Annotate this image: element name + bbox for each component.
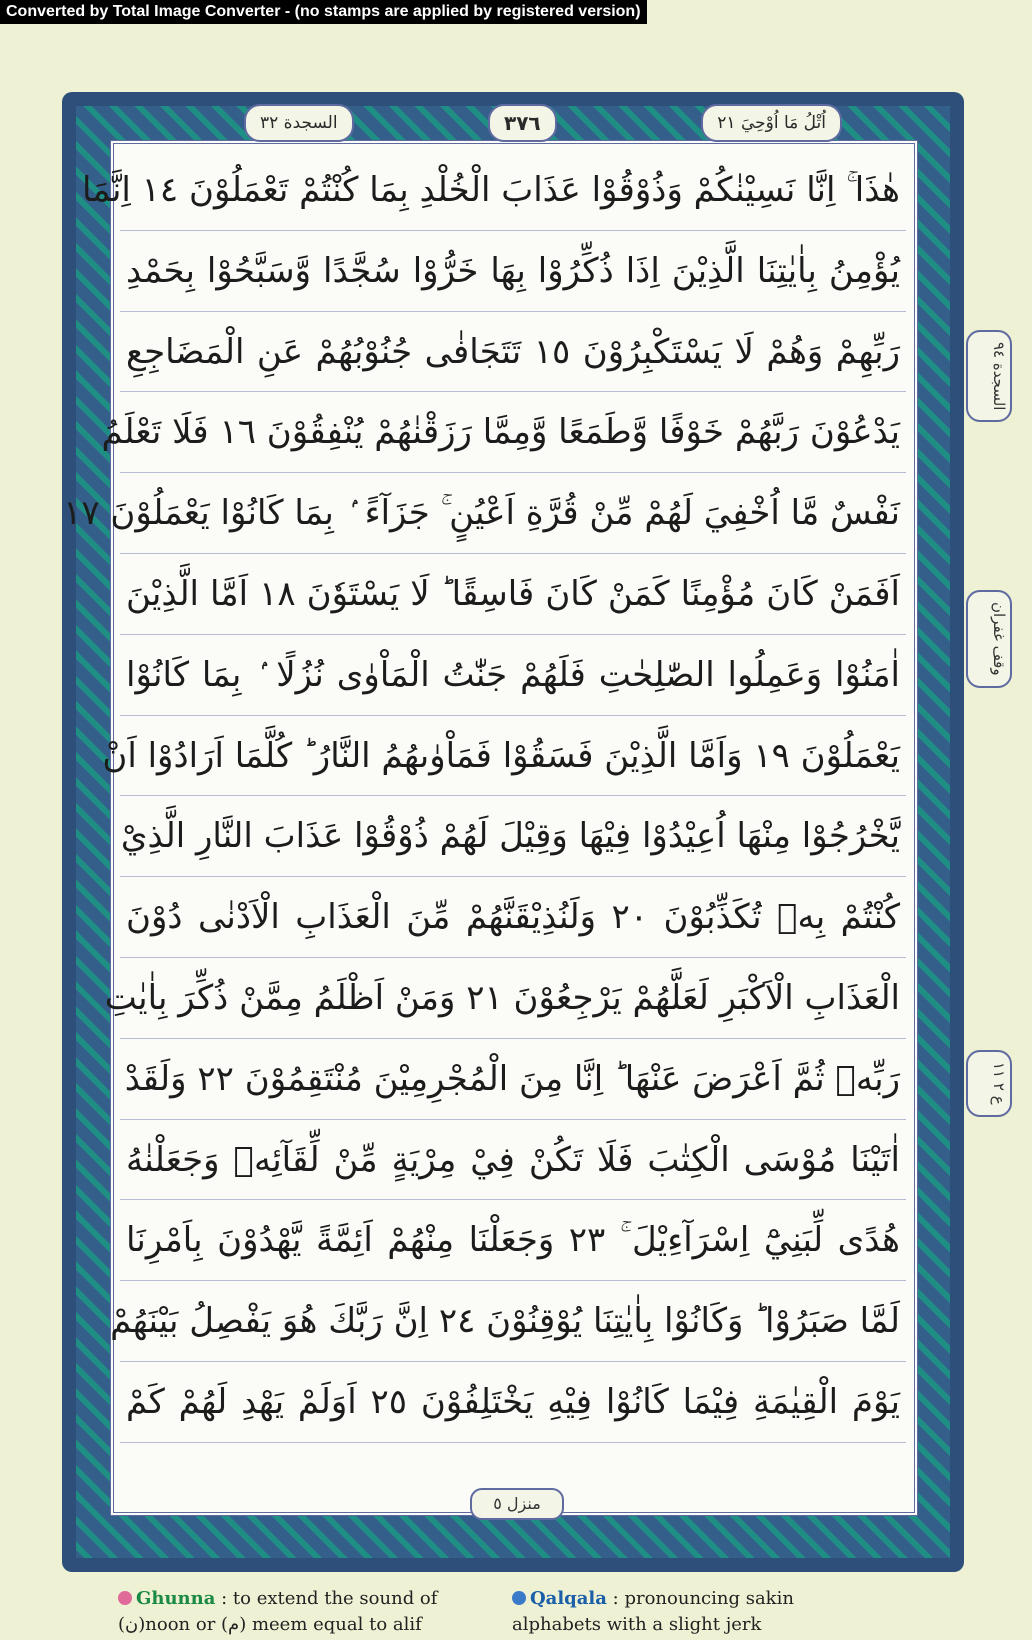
text-line: يَعْمَلُوْنَ ١٩ وَاَمَّا الَّذِيْنَ فَسَقُوْا فَمَاْوٰىهُمُ النَّارُ ؕ كُلَّمَا اَرَادُوْا اَنْ [120, 716, 906, 797]
side-label-sajdah: السجدة ٩٤ [966, 330, 1012, 422]
text-line: اٰتَيْنَا مُوْسَى الْكِتٰبَ فَلَا تَكُنْ فِيْ مِرْيَةٍ مِّنْ لِّقَآئِهٖ وَجَعَلْنٰهُ [120, 1120, 906, 1201]
text-line: اٰمَنُوْا وَعَمِلُوا الصّٰلِحٰتِ فَلَهُمْ جَنّٰتُ الْمَاْوٰى نُزُلًا ۢ بِمَا كَانُوْا [120, 635, 906, 716]
ghunna-term: Ghunna [136, 1588, 216, 1609]
qalqala-desc-1: : pronouncing sakin [612, 1588, 794, 1609]
text-line: رَبِّهٖ ثُمَّ اَعْرَضَ عَنْهَا ؕ اِنَّا مِنَ الْمُجْرِمِيْنَ مُنْتَقِمُوْنَ ٢٢ وَلَقَدْ [120, 1039, 906, 1120]
side-label-waqf: وقف غفران [966, 590, 1012, 688]
flower-icon [512, 1591, 526, 1605]
text-line: يَّخْرُجُوْا مِنْهَا اُعِيْدُوْا فِيْهَا وَقِيْلَ لَهُمْ ذُوْقُوْا عَذَابَ النَّارِ الَّذِيْ [120, 796, 906, 877]
text-line: كُنْتُمْ بِهٖ تُكَذِّبُوْنَ ٢٠ وَلَنُذِيْقَنَّهُمْ مِّنَ الْعَذَابِ الْاَدْنٰى دُوْنَ [120, 877, 906, 958]
text-line: يَوْمَ الْقِيٰمَةِ فِيْمَا كَانُوْا فِيْهِ يَخْتَلِفُوْنَ ٢٥ اَوَلَمْ يَهْدِ لَهُمْ كَمْ [120, 1362, 906, 1443]
manzil-label: منزل ٥ [470, 1488, 564, 1520]
text-line: هٰذَا ۚ اِنَّا نَسِيْنٰكُمْ وَذُوْقُوْا عَذَابَ الْخُلْدِ بِمَا كُنْتُمْ تَعْمَلُوْنَ ١٤ اِنَّمَا [120, 150, 906, 231]
text-line: هُدًى لِّبَنِيْٓ اِسْرَآءِيْلَ ۚ ٢٣ وَجَعَلْنَا مِنْهُمْ اَئِمَّةً يَّهْدُوْنَ بِاَمْرِنَا [120, 1200, 906, 1281]
quran-text [63, 150, 906, 1443]
page-number: ٣٧٦ [488, 104, 557, 142]
ghunna-desc-1: : to extend the sound of [221, 1588, 438, 1609]
side-label-ruku: ع ٢ ١١ [966, 1050, 1012, 1117]
text-line: لَمَّا صَبَرُوْا ؕ وَكَانُوْا بِاٰيٰتِنَا يُوْقِنُوْنَ ٢٤ اِنَّ رَبَّكَ هُوَ يَفْصِلُ بَيْنَهُمْ [120, 1281, 906, 1362]
juz-name-label: اُتْلُ مَا اُوْحِيَ ٢١ [701, 104, 842, 142]
text-line: يَدْعُوْنَ رَبَّهُمْ خَوْفًا وَّطَمَعًا وَّمِمَّا رَزَقْنٰهُمْ يُنْفِقُوْنَ ١٦ فَلَا تَعْلَمُ [120, 392, 906, 473]
qalqala-term: Qalqala [530, 1588, 607, 1609]
ghunna-legend [118, 1586, 437, 1638]
qalqala-legend [512, 1586, 794, 1638]
text-line: رَبِّهِمْ وَهُمْ لَا يَسْتَكْبِرُوْنَ ١٥ تَتَجَافٰى جُنُوْبُهُمْ عَنِ الْمَضَاجِعِ [120, 312, 906, 393]
converter-banner: Converted by Total Image Converter - (no stamps are applied by registered version) [0, 0, 647, 24]
surah-name-label: السجدة ٣٢ [244, 104, 354, 142]
ghunna-desc-2: (ن)noon or (م) meem equal to alif [118, 1614, 422, 1635]
text-line: نَفْسٌ مَّا اُخْفِيَ لَهُمْ مِّنْ قُرَّةِ اَعْيُنٍ ۚ جَزَآءً ۢ بِمَا كَانُوْا يَعْمَلُوْنَ ١٧ [120, 473, 906, 554]
text-line: اَفَمَنْ كَانَ مُؤْمِنًا كَمَنْ كَانَ فَاسِقًا ؕ لَا يَسْتَوٗنَ ١٨ اَمَّا الَّذِيْنَ [120, 554, 906, 635]
flower-icon [118, 1591, 132, 1605]
text-line: الْعَذَابِ الْاَكْبَرِ لَعَلَّهُمْ يَرْجِعُوْنَ ٢١ وَمَنْ اَظْلَمُ مِمَّنْ ذُكِّرَ بِاٰيٰتِ [120, 958, 906, 1039]
text-line: يُؤْمِنُ بِاٰيٰتِنَا الَّذِيْنَ اِذَا ذُكِّرُوْا بِهَا خَرُّوْا سُجَّدًا وَّسَبَّحُوْا بِحَمْدِ [120, 231, 906, 312]
qalqala-desc-2: alphabets with a slight jerk [512, 1614, 762, 1635]
